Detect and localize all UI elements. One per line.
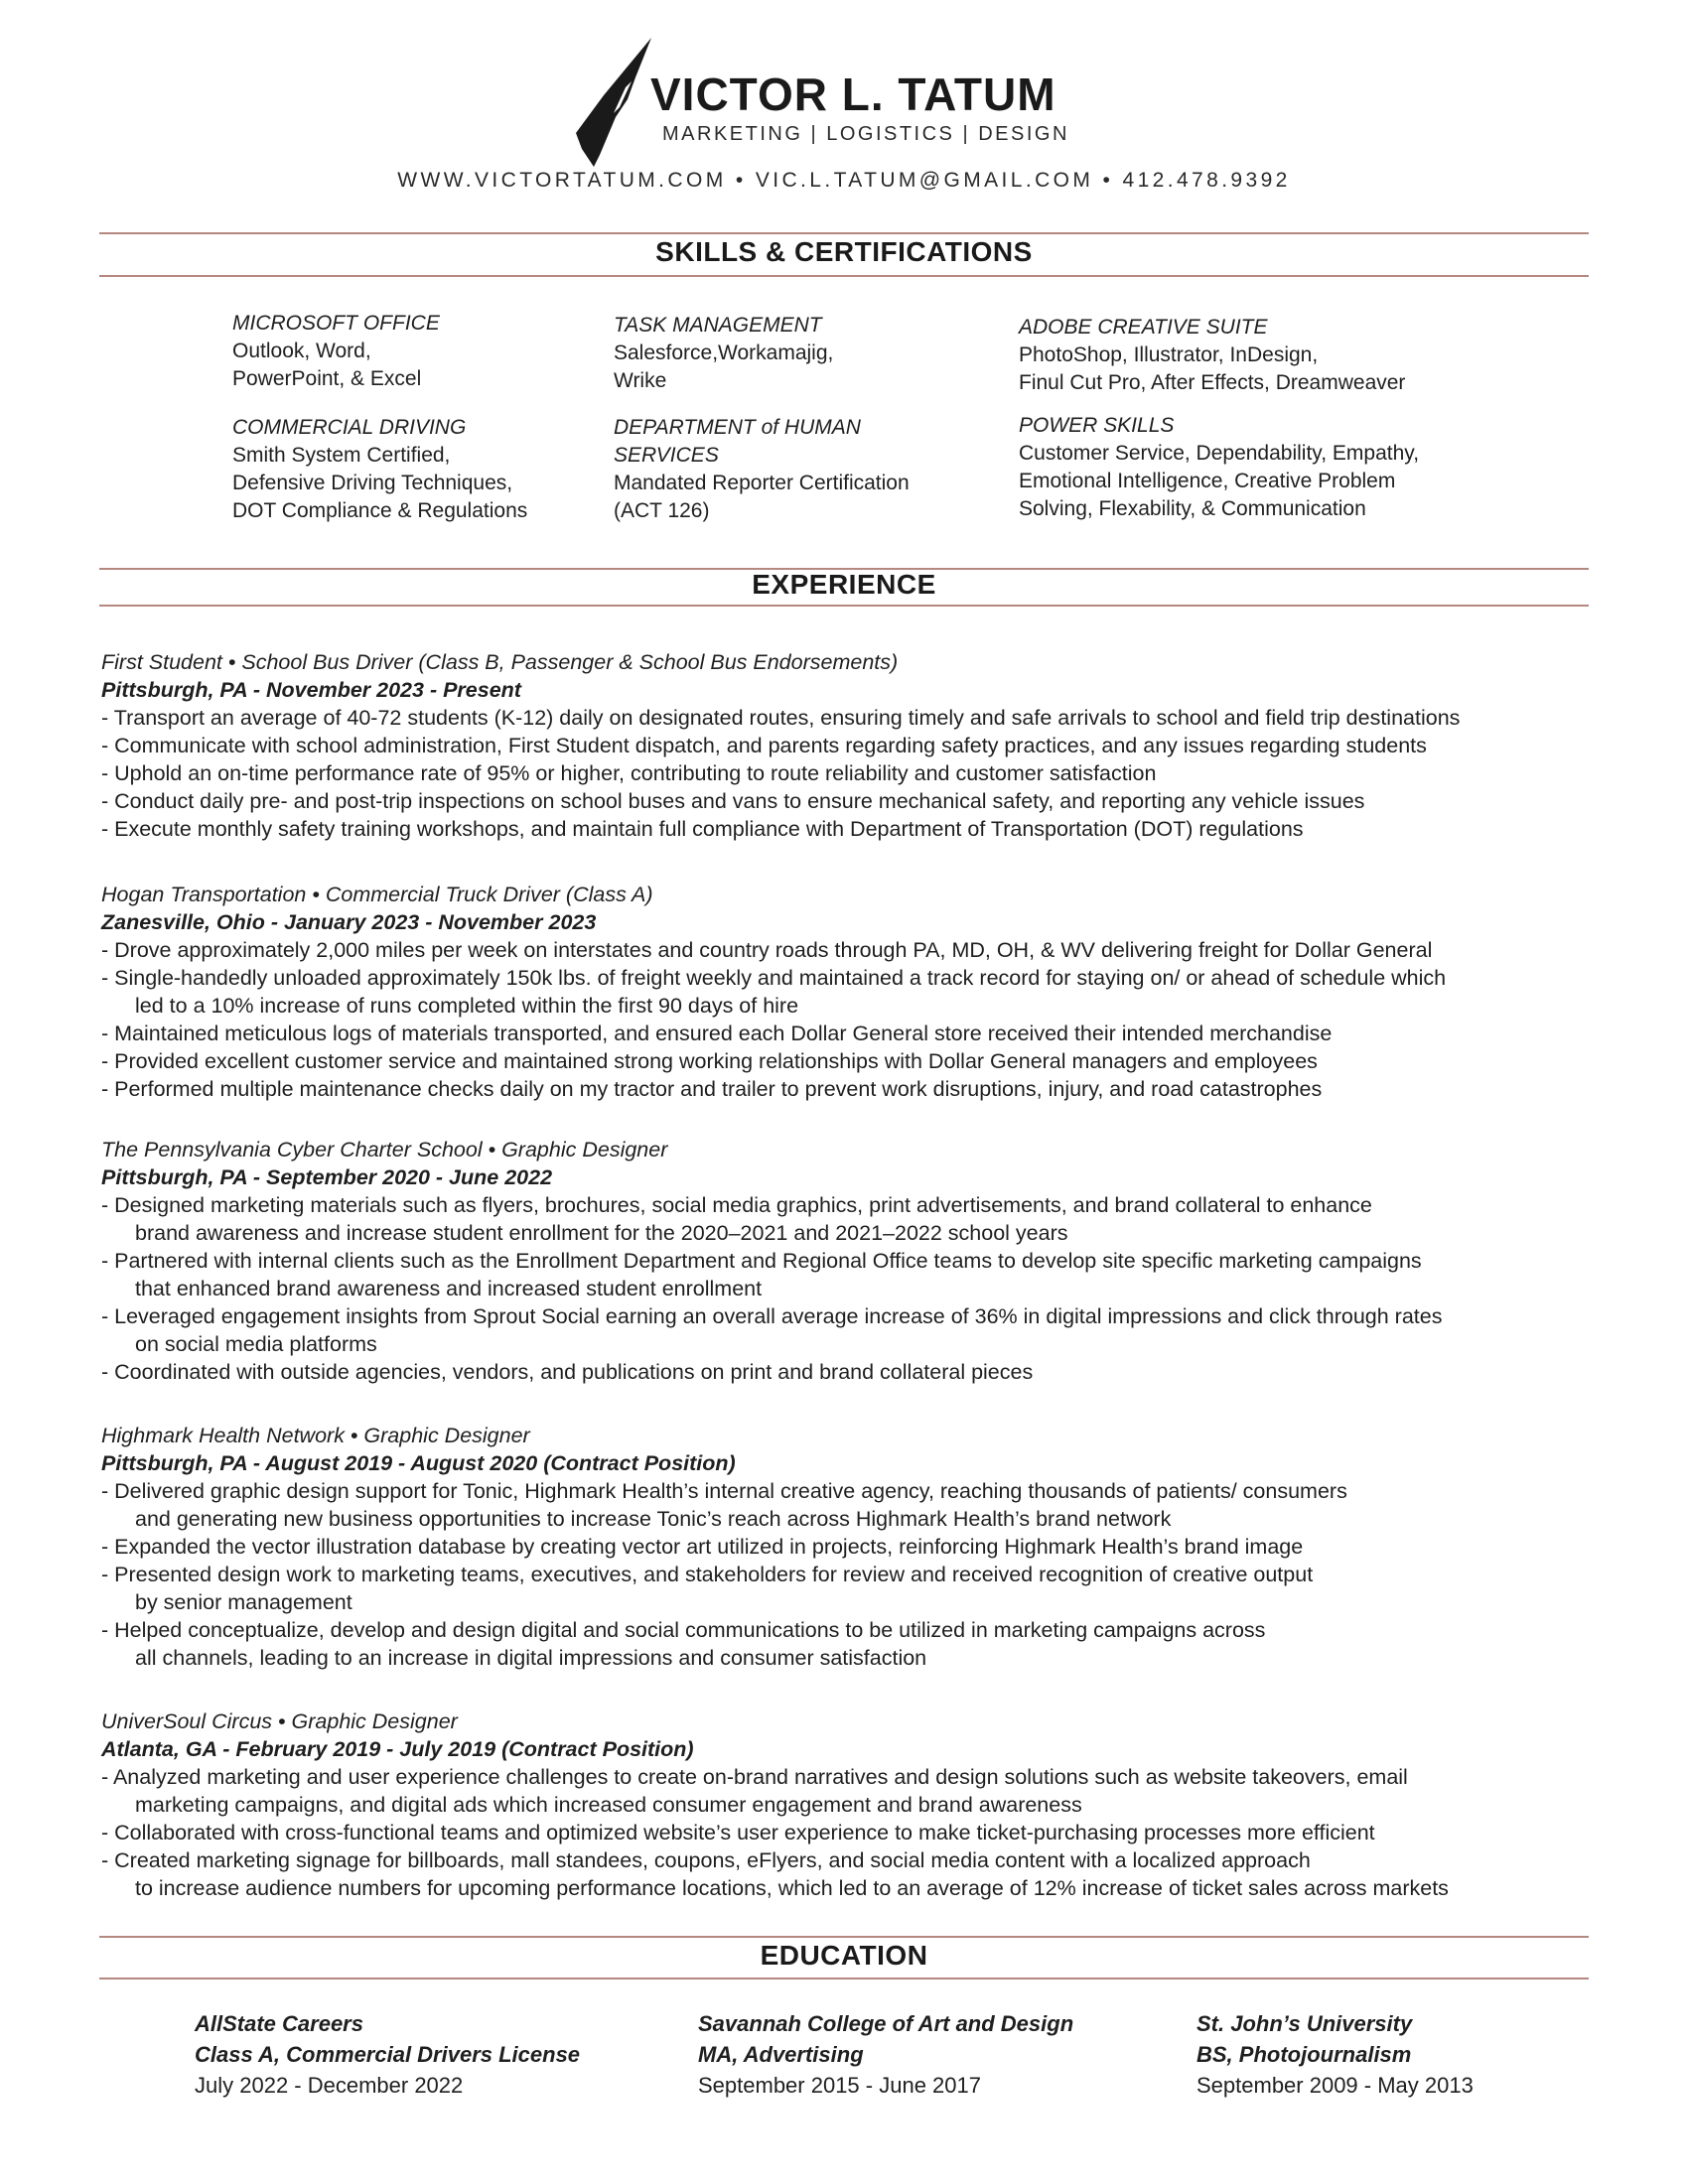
job-bullet: - Created marketing signage for billboards, mall standees, coupons, eFlyers, and social media content with a localized approach to increase audience numbers for upcoming performance locations, which led to an average of 12% increase of ticket sales across markets (101, 1848, 1449, 1900)
section-rule (99, 232, 1589, 234)
job-location-dates: Pittsburgh, PA - November 2023 - Present (101, 678, 521, 702)
job-location-dates: Atlanta, GA - February 2019 - July 2019 (Contract Position) (101, 1737, 694, 1761)
section-title-education: EDUCATION (760, 1940, 928, 1971)
job-bullet: - Uphold an on-time performance rate of 95% or higher, contributing to route reliability and customer satisfaction (101, 761, 1157, 785)
skill-heading: COMMERCIAL DRIVING (232, 416, 467, 439)
education-dates: September 2015 - June 2017 (698, 2073, 981, 2098)
job-bullet: - Designed marketing materials such as flyers, brochures, social media graphics, print advertisements, and brand collateral to enhance brand awareness and increase student enrollment for the 2020–2021 and 2021–2022 school years (101, 1193, 1372, 1245)
degree: Class A, Commercial Drivers License (195, 2042, 581, 2067)
job-bullet: - Leveraged engagement insights from Sprout Social earning an overall average increase of 36% in digital impressions and click through rates on social media platforms (101, 1304, 1443, 1356)
skill-heading: MICROSOFT OFFICE (232, 312, 440, 335)
job-title: Highmark Health Network • Graphic Designer (101, 1424, 530, 1447)
degree: MA, Advertising (698, 2042, 864, 2067)
job-bullet: - Drove approximately 2,000 miles per week on interstates and country roads through PA, MD, OH, & WV delivering freight for Dollar General (101, 938, 1433, 962)
skill-block (232, 310, 440, 393)
skill-detail: Smith System Certified, (232, 444, 451, 467)
skill-detail: Solving, Flexability, & Communication (1019, 497, 1366, 520)
skill-detail: Outlook, Word, (232, 340, 371, 362)
candidate-name: VICTOR L. TATUM (650, 68, 1056, 120)
job-bullet: - Analyzed marketing and user experience challenges to create on-brand narratives and design solutions such as website takeovers, email marketing campaigns, and digital ads which increased consumer engagement and brand awareness (101, 1765, 1408, 1817)
job-bullet: - Communicate with school administration, First Student dispatch, and parents regarding safety practices, and any issues regarding students (101, 734, 1427, 757)
skill-detail: Mandated Reporter Certification (614, 472, 910, 494)
skill-heading: SERVICES (614, 444, 719, 467)
skill-detail: Finul Cut Pro, After Effects, Dreamweaver (1019, 371, 1406, 394)
skill-block (1019, 412, 1419, 523)
job-bullet: - Conduct daily pre- and post-trip inspections on school buses and vans to ensure mechanical safety, and reporting any vehicle issues (101, 789, 1365, 813)
job-bullet: - Coordinated with outside agencies, vendors, and publications on print and brand collateral pieces (101, 1360, 1034, 1384)
skill-detail: Salesforce,Workamajig, (614, 341, 834, 364)
skill-block (614, 414, 910, 525)
job-bullet: - Execute monthly safety training workshops, and maintain full compliance with Department of Transportation (DOT) regulations (101, 817, 1304, 841)
skill-block (1019, 314, 1405, 397)
section-title-skills: SKILLS & CERTIFICATIONS (655, 236, 1033, 267)
skill-detail: (ACT 126) (614, 499, 710, 522)
school-name: Savannah College of Art and Design (698, 2011, 1074, 2036)
section-rule (99, 1978, 1589, 1979)
job-title: First Student • School Bus Driver (Class B, Passenger & School Bus Endorsements) (101, 650, 899, 674)
job-bullet: - Single-handedly unloaded approximately 150k lbs. of freight weekly and maintained a track record for staying on/ or ahead of schedule which led to a 10% increase of runs completed within the first 90 days of hire (101, 966, 1447, 1018)
job-title: Hogan Transportation • Commercial Truck Driver (Class A) (101, 883, 653, 906)
job-bullet: - Performed multiple maintenance checks daily on my tractor and trailer to prevent work disruptions, injury, and road catastrophes (101, 1077, 1323, 1101)
job-entry (101, 1707, 1591, 1902)
job-title: UniverSoul Circus • Graphic Designer (101, 1709, 458, 1733)
education-entry (1196, 2008, 1474, 2101)
job-entry (101, 881, 1591, 1103)
education-entry (698, 2008, 1073, 2101)
job-location-dates: Pittsburgh, PA - August 2019 - August 2020 (Contract Position) (101, 1451, 736, 1475)
skill-heading: DEPARTMENT of HUMAN (614, 416, 861, 439)
job-location-dates: Zanesville, Ohio - January 2023 - November 2023 (101, 910, 597, 934)
job-bullet: - Provided excellent customer service and maintained strong working relationships with Dollar General managers and employees (101, 1049, 1318, 1073)
degree: BS, Photojournalism (1196, 2042, 1412, 2067)
skill-heading: ADOBE CREATIVE SUITE (1019, 316, 1268, 339)
skill-detail: PowerPoint, & Excel (232, 367, 422, 390)
skill-detail: Customer Service, Dependability, Empathy, (1019, 442, 1420, 465)
education-entry (195, 2008, 580, 2101)
job-bullet: - Partnered with internal clients such as the Enrollment Department and Regional Office teams to develop site specific marketing campaigns that enhanced brand awareness and increased student enrollment (101, 1249, 1422, 1300)
skill-heading: POWER SKILLS (1019, 414, 1175, 437)
section-title-experience: EXPERIENCE (752, 569, 936, 600)
job-location-dates: Pittsburgh, PA - September 2020 - June 2022 (101, 1165, 553, 1189)
skill-heading: TASK MANAGEMENT (614, 314, 822, 337)
job-bullet: - Collaborated with cross-functional teams and optimized website’s user experience to make ticket-purchasing processes more efficient (101, 1821, 1375, 1844)
skill-detail: Wrike (614, 369, 667, 392)
section-rule (99, 605, 1589, 607)
skill-block (614, 312, 833, 395)
skill-detail: Defensive Driving Techniques, (232, 472, 513, 494)
skill-detail: Emotional Intelligence, Creative Problem (1019, 470, 1396, 492)
skill-block (232, 414, 527, 525)
school-name: AllState Careers (195, 2011, 363, 2036)
education-dates: July 2022 - December 2022 (195, 2073, 464, 2098)
contact-line: WWW.VICTORTATUM.COM • VIC.L.TATUM@GMAIL.COM • 412.478.9392 (397, 169, 1291, 192)
job-entry (101, 1422, 1591, 1672)
section-rule (99, 1936, 1589, 1938)
job-bullet: - Maintained meticulous logs of materials transported, and ensured each Dollar General store received their intended merchandise (101, 1022, 1333, 1045)
job-bullet: - Expanded the vector illustration database by creating vector art utilized in projects, reinforcing Highmark Health’s brand image (101, 1535, 1304, 1559)
education-dates: September 2009 - May 2013 (1196, 2073, 1474, 2098)
job-entry (101, 1136, 1591, 1386)
job-bullet: - Presented design work to marketing teams, executives, and stakeholders for review and received recognition of creative output by senior management (101, 1563, 1314, 1614)
school-name: St. John’s University (1196, 2011, 1413, 2036)
job-bullet: - Helped conceptualize, develop and design digital and social communications to be utilized in marketing campaigns across all channels, leading to an increase in digital impressions and consumer satisfaction (101, 1618, 1266, 1670)
job-bullet: - Transport an average of 40-72 students (K-12) daily on designated routes, ensuring timely and safe arrivals to school and field trip destinations (101, 706, 1461, 730)
section-rule (99, 275, 1589, 277)
skill-detail: PhotoShop, Illustrator, InDesign, (1019, 343, 1319, 366)
job-title: The Pennsylvania Cyber Charter School • Graphic Designer (101, 1138, 668, 1161)
job-entry (101, 648, 1591, 843)
tagline: MARKETING | LOGISTICS | DESIGN (662, 123, 1069, 145)
logo-icon (574, 38, 653, 167)
job-bullet: - Delivered graphic design support for Tonic, Highmark Health’s internal creative agency, reaching thousands of patients/ consumers and generating new business opportunities to increase Tonic’s reach across Highmark Health’s brand network (101, 1479, 1347, 1531)
skill-detail: DOT Compliance & Regulations (232, 499, 528, 522)
